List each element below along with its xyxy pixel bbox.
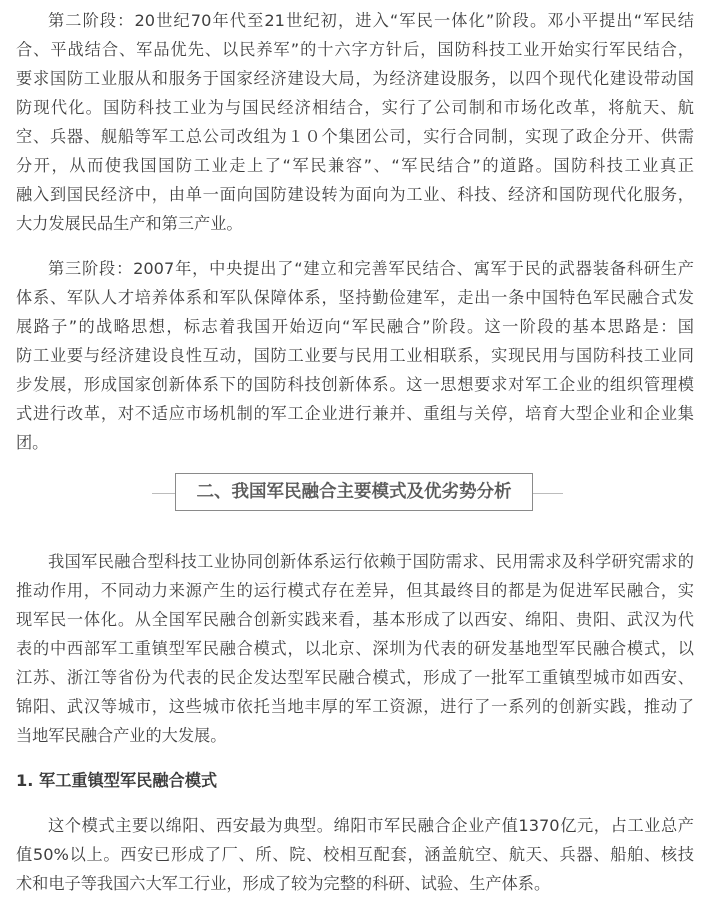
paragraph-line: 现军民一体化。从全国军民融合创新实践来看，基本形成了以西安、绵阳、贵阳、武汉为代 [16, 610, 694, 629]
paragraph-line: 防工业要与经济建设良性互动，国防工业要与民用工业相联系，实现民用与国防科技工业同 [16, 346, 694, 365]
paragraph-line: 展路子”的战略思想，标志着我国开始迈向“军民融合”阶段。这一阶段的基本思路是：国 [16, 317, 694, 336]
paragraph [16, 811, 694, 898]
paragraph-line: 空、兵器、舰船等军工总公司改组为１０个集团公司，实行合同制，实现了政企分开、供需 [16, 127, 694, 146]
paragraph-line: 体系、军队人才培养体系和军队保障体系，坚持勤俭建军，走出一条中国特色军民融合式发 [16, 288, 694, 307]
paragraph-line: 值50%以上。西安已形成了厂、所、院、校相互配套，涵盖航空、航天、兵器、船舶、核技 [16, 845, 694, 864]
paragraph-line: 第二阶段：20世纪70年代至21世纪初，进入“军民一体化”阶段。邓小平提出“军民结 [48, 11, 694, 30]
article-body [16, 6, 694, 914]
paragraph-line: 锦阳、武汉等城市，这些城市依托当地丰厚的军工资源，进行了一系列的创新实践，推动了 [16, 697, 694, 716]
paragraph-line: 我国军民融合型科技工业协同创新体系运行依赖于国防需求、民用需求及科学研究需求的 [48, 552, 694, 571]
paragraph-line: 术和电子等我国六大军工行业，形成了较为完整的科研、试验、生产体系。 [16, 874, 551, 893]
paragraph-line: 式进行改革，对不适应市场机制的军工企业进行兼并、重组与关停，培育大型企业和企业集 [16, 404, 694, 423]
paragraph-intro [16, 547, 694, 750]
paragraph-line: 团。 [16, 433, 49, 452]
paragraph-line: 江苏、浙江等省份为代表的民企发达型军民融合模式，形成了一批军工重镇型城市如西安、 [16, 668, 694, 687]
paragraph-line: 步发展，形成国家创新体系下的国防科技创新体系。这一思想要求对军工企业的组织管理模 [16, 375, 694, 394]
paragraph-line: 合、平战结合、军品优先、以民养军”的十六字方针后，国防科技工业开始实行军民结合， [16, 40, 694, 59]
paragraph-line: 第三阶段：2007年，中央提出了“建立和完善军民结合、寓军于民的武器装备科研生产 [48, 259, 694, 278]
article-paragraphs-history [16, 6, 694, 457]
paragraph-line: 这个模式主要以绵阳、西安最为典型。绵阳市军民融合企业产值1370亿元，占工业总产 [48, 816, 694, 835]
paragraph [16, 547, 694, 750]
paragraph [16, 254, 694, 457]
paragraph [16, 6, 694, 238]
paragraph-line: 推动作用，不同动力来源产生的运行模式存在差异，但其最终目的都是为促进军民融合，实 [16, 581, 694, 600]
section-heading-title: 二、我国军民融合主要模式及优劣势分析 [175, 473, 533, 511]
sub-heading: 1. 军工重镇型军民融合模式 [16, 771, 218, 790]
paragraph-military-hub-model [16, 811, 694, 898]
paragraph-line: 表的中西部军工重镇型军民融合模式，以北京、深圳为代表的研发基地型军民融合模式，以 [16, 639, 694, 658]
paragraph-line: 当地军民融合产业的大发展。 [16, 726, 227, 745]
section-heading [16, 473, 694, 513]
paragraph-line: 要求国防工业服从和服务于国家经济建设大局，为经济建设服务，以四个现代化建设带动国 [16, 69, 694, 88]
paragraph-line: 融入到国民经济中，由单一面向国防建设转为面向为工业、科技、经济和国防现代化服务， [16, 185, 694, 204]
paragraph-line: 大力发展民品生产和第三产业。 [16, 214, 243, 233]
paragraph-line: 分开，从而使我国国防工业走上了“军民兼容”、“军民结合”的道路。国防科技工业真正 [16, 156, 694, 175]
paragraph-line: 防现代化。国防科技工业为与国民经济相结合，实行了公司制和市场化改革，将航天、航 [16, 98, 694, 117]
